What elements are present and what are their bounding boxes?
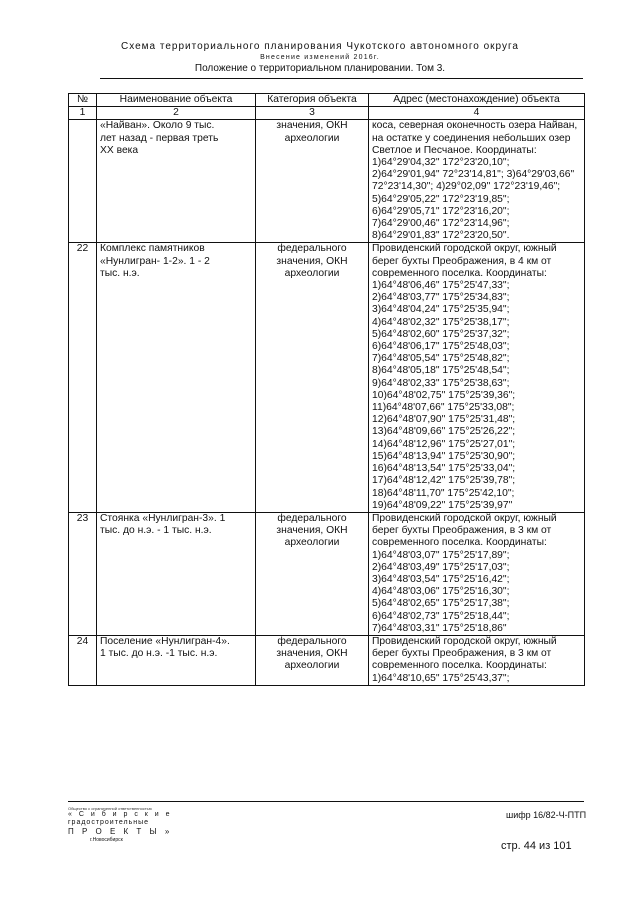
category-line: федерального	[277, 635, 347, 647]
address-line: берег бухты Преображения, в 4 км от	[372, 255, 552, 267]
name-line: тыс. до н.э. - 1 тыс. н.э.	[100, 525, 212, 537]
document-cipher: шифр 16/82-Ч-ПТП	[506, 810, 587, 820]
category-line: значения, ОКН	[276, 648, 348, 660]
header-num: №	[69, 94, 97, 107]
object-category-cell	[256, 120, 369, 243]
objects-table	[68, 93, 585, 686]
category-line: археологии	[284, 660, 340, 672]
address-line: 16)64°48'13,54" 175°25'33,04";	[372, 463, 516, 475]
address-line: 1)64°48'03,07" 175°25'17,89";	[372, 549, 510, 561]
address-line: 1)64°48'06,46" 175°25'47,33";	[372, 280, 510, 292]
address-line: 19)64°48'09,22" 175°25'39,97"	[372, 499, 513, 511]
address-line: 12)64°48'07,90" 175°25'31,48";	[372, 414, 516, 426]
name-line: Поселение «Нунлигран-4».	[100, 635, 230, 647]
address-line: Светлое и Песчаное. Координаты:	[372, 144, 537, 156]
address-line: современного поселка. Координаты:	[372, 660, 547, 672]
header-name: Наименование объекта	[97, 94, 256, 107]
address-line: 6)64°48'06,17" 175°25'48,03";	[372, 341, 510, 353]
object-address-cell	[369, 120, 585, 243]
address-line: 7)64°48'03,31" 175°25'18,86"	[372, 622, 507, 634]
address-line: 13)64°48'09,66" 175°25'26,22";	[372, 426, 516, 438]
document-header-title: Схема территориального планирования Чукотского автономного округа	[120, 41, 519, 52]
address-line: Провиденский городской округ, южный	[372, 635, 557, 647]
table-header-row	[69, 94, 585, 107]
logo-line-2: градостроительные	[68, 819, 150, 826]
address-line: 5)64°48'02,60" 175°25'37,32";	[372, 328, 510, 340]
category-line: археологии	[284, 537, 340, 549]
name-line: XX века	[100, 144, 139, 156]
object-address-cell	[369, 635, 585, 685]
address-line: 3)64°48'04,24" 175°25'35,94";	[372, 304, 510, 316]
category-line: значения, ОКН	[276, 525, 348, 537]
address-line: 8)64°29'01,83" 172°23'20,50".	[372, 230, 510, 242]
object-category-cell	[256, 243, 369, 512]
address-line: 4)64°48'02,32" 175°25'38,17";	[372, 316, 510, 328]
address-line: 5)64°29'05,22" 172°23'19,85";	[372, 193, 510, 205]
address-line: 2)64°48'03,49" 175°25'17,03";	[372, 561, 510, 573]
document-header-subtitle: Внесение изменений 2016г.	[260, 54, 380, 61]
object-name-cell	[97, 243, 256, 512]
object-address-cell	[369, 243, 585, 512]
table-row	[69, 512, 585, 635]
table-row	[69, 243, 585, 512]
address-line: 14)64°48'12,96" 175°25'27,01";	[372, 438, 516, 450]
address-line: коса, северная оконечность озера Найван,	[372, 120, 578, 132]
row-number: 23	[69, 512, 97, 635]
address-line: Провиденский городской округ, южный	[372, 243, 557, 255]
category-line: археологии	[284, 267, 340, 279]
colnum-1: 1	[69, 107, 97, 120]
object-name-cell	[97, 512, 256, 635]
header-divider	[100, 78, 583, 79]
colnum-2: 2	[97, 107, 256, 120]
category-line: федерального	[277, 512, 347, 524]
footer-divider	[68, 801, 584, 802]
address-line: на остатке у соединения небольших озер	[372, 132, 571, 144]
name-line: тыс. н.э.	[100, 267, 140, 279]
address-line: 9)64°48'02,33" 175°25'38,63";	[372, 377, 510, 389]
logo-line-1: « С и б и р с к и е	[68, 811, 173, 818]
address-line: 11)64°48'07,66" 175°25'33,08";	[372, 402, 515, 414]
address-line: 6)64°29'05,71" 172°23'16,20";	[372, 205, 510, 217]
address-line: 5)64°48'02,65" 175°25'17,38";	[372, 598, 510, 610]
page-number: стр. 44 из 101	[501, 840, 572, 852]
table-body	[69, 120, 585, 685]
object-name-cell	[97, 120, 256, 243]
name-line: «Найван». Около 9 тыс.	[100, 120, 215, 132]
category-line: значения, ОКН	[276, 120, 348, 132]
name-line: Стоянка «Нунлигран-3». 1	[100, 512, 226, 524]
address-line: Провиденский городской округ, южный	[372, 512, 557, 524]
name-line: 1 тыс. до н.э. -1 тыс. н.э.	[100, 648, 218, 660]
category-line: значения, ОКН	[276, 255, 348, 267]
address-line: 18)64°48'11,70" 175°25'42,10";	[372, 487, 515, 499]
row-number	[69, 120, 97, 243]
address-line: 17)64°48'12,42" 175°25'39,78";	[372, 475, 516, 487]
address-line: 4)64°48'03,06" 175°25'16,30";	[372, 586, 510, 598]
address-line: 1)64°29'04,32" 172°23'20,10";	[372, 157, 510, 169]
logo-city: г.Новосибирск	[90, 837, 123, 843]
address-line: 2)64°29'01,94" 72°23'14,81"; 3)64°29'03,66"	[372, 169, 575, 181]
table-row	[69, 120, 585, 243]
name-line: Комплекс памятников	[100, 243, 205, 255]
address-line: 6)64°48'02,73" 175°25'18,44";	[372, 610, 510, 622]
address-line: 7)64°48'05,54" 175°25'48,82";	[372, 353, 510, 365]
address-line: 15)64°48'13,94" 175°25'30,90";	[372, 450, 516, 462]
address-line: современного поселка. Координаты:	[372, 267, 547, 279]
colnum-3: 3	[256, 107, 369, 120]
address-line: берег бухты Преображения, в 3 км от	[372, 525, 552, 537]
table-row	[69, 635, 585, 685]
address-line: 2)64°48'03,77" 175°25'34,83";	[372, 292, 510, 304]
address-line: 3)64°48'03,54" 175°25'16,42";	[372, 573, 510, 585]
company-logo	[68, 806, 188, 844]
address-line: берег бухты Преображения, в 3 км от	[372, 648, 552, 660]
category-line: археологии	[284, 132, 340, 144]
address-line: 10)64°48'02,75" 175°25'39,36";	[372, 389, 516, 401]
address-line: современного поселка. Координаты:	[372, 537, 547, 549]
header-category: Категория объекта	[256, 94, 369, 107]
category-line: федерального	[277, 243, 347, 255]
name-line: лет назад - первая треть	[100, 132, 219, 144]
address-line: 1)64°48'10,65" 175°25'43,37";	[372, 672, 510, 684]
document-volume-title: Положение о территориальном планировании. Том 3.	[194, 63, 446, 74]
logo-org-type: Общество с ограниченной ответственностью	[68, 806, 152, 811]
address-line: 72°23'14,30"; 4)29°02,09" 172°23'19,46";	[372, 181, 561, 193]
object-name-cell	[97, 635, 256, 685]
table-column-numbers-row	[69, 107, 585, 120]
address-line: 8)64°48'05,18" 175°25'48,54";	[372, 365, 510, 377]
object-category-cell	[256, 512, 369, 635]
name-line: «Нунлигран- 1-2». 1 - 2	[100, 255, 210, 267]
row-number: 22	[69, 243, 97, 512]
row-number: 24	[69, 635, 97, 685]
header-address: Адрес (местонахождение) объекта	[369, 94, 585, 107]
colnum-4: 4	[369, 107, 585, 120]
logo-line-3: П Р О Е К Т Ы »	[68, 827, 173, 836]
address-line: 7)64°29'00,46" 172°23'14,96";	[372, 218, 510, 230]
object-category-cell	[256, 635, 369, 685]
object-address-cell	[369, 512, 585, 635]
